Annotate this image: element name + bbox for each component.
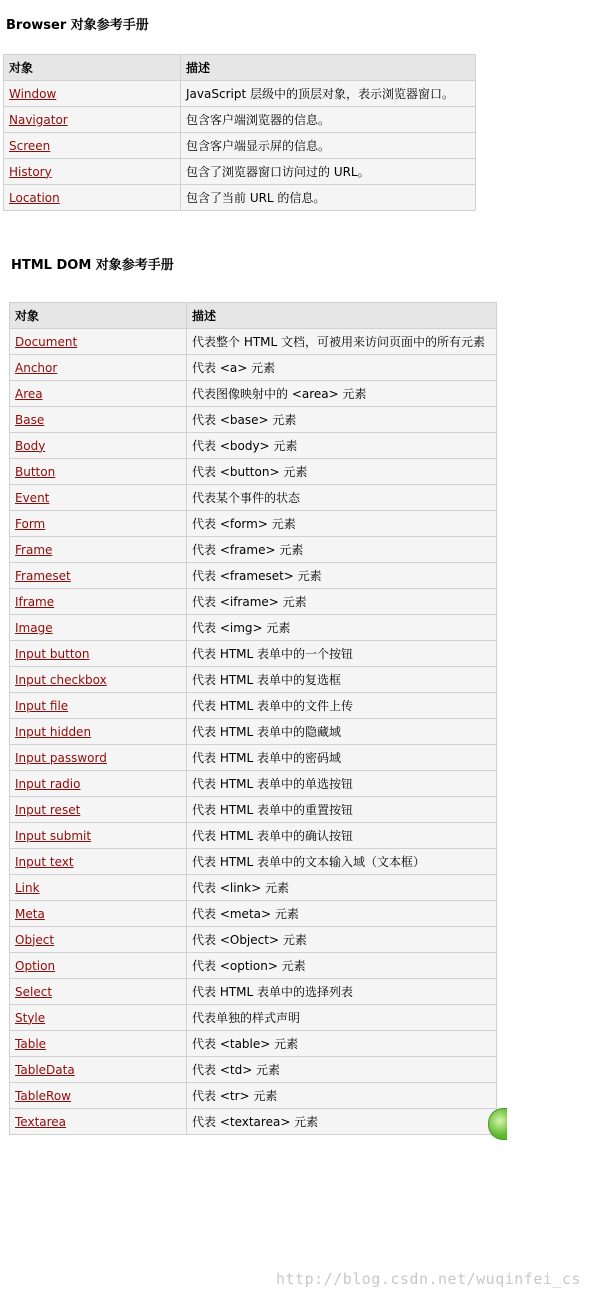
object-link[interactable]: Input button — [15, 646, 90, 661]
table-row — [10, 381, 497, 407]
object-link[interactable]: Option — [15, 958, 56, 973]
object-name-cell — [10, 719, 187, 745]
table-row — [10, 537, 497, 563]
table-row — [10, 511, 497, 537]
table-header-row — [4, 55, 476, 81]
object-link[interactable]: TableRow — [15, 1088, 71, 1103]
object-name-cell — [10, 693, 187, 719]
object-name-cell — [10, 355, 187, 381]
object-name-cell — [10, 771, 187, 797]
table-row — [4, 159, 476, 185]
object-link[interactable]: Meta — [15, 906, 45, 921]
object-description-cell: 代表 HTML 表单中的文本输入域（文本框） — [187, 849, 497, 875]
browser-section-title: Browser 对象参考手册 — [6, 18, 149, 33]
column-header-description: 描述 — [187, 303, 497, 329]
object-name-cell — [10, 381, 187, 407]
object-description-cell: 代表 <base> 元素 — [187, 407, 497, 433]
object-link[interactable]: Input submit — [15, 828, 92, 843]
table-row — [10, 589, 497, 615]
object-description-cell: 代表 <tr> 元素 — [187, 1083, 497, 1109]
table-row — [10, 875, 497, 901]
table-row — [10, 355, 497, 381]
object-link[interactable]: Input checkbox — [15, 672, 107, 687]
object-name-cell — [4, 81, 181, 107]
object-link[interactable]: Event — [15, 490, 50, 505]
object-link[interactable]: Body — [15, 438, 46, 453]
object-description-cell: 代表 HTML 表单中的重置按钮 — [187, 797, 497, 823]
object-description-cell: 代表 <frame> 元素 — [187, 537, 497, 563]
object-description-cell: JavaScript 层级中的顶层对象，表示浏览器窗口。 — [181, 81, 476, 107]
object-name-cell — [10, 979, 187, 1005]
object-link[interactable]: Input file — [15, 698, 69, 713]
watermark: http://blog.csdn.net/wuqinfei_cs — [276, 1270, 581, 1288]
object-link[interactable]: Navigator — [9, 112, 68, 127]
object-link[interactable]: TableData — [15, 1062, 75, 1077]
object-description-cell: 代表 <table> 元素 — [187, 1031, 497, 1057]
object-name-cell — [10, 511, 187, 537]
table-row — [10, 615, 497, 641]
object-name-cell — [10, 537, 187, 563]
object-link[interactable]: Input text — [15, 854, 74, 869]
object-link[interactable]: Window — [9, 86, 57, 101]
object-link[interactable]: Object — [15, 932, 55, 947]
dom-object-table — [9, 302, 497, 1135]
table-row — [10, 953, 497, 979]
object-name-cell — [10, 589, 187, 615]
table-row — [10, 849, 497, 875]
object-link[interactable]: Input hidden — [15, 724, 92, 739]
object-name-cell — [10, 1083, 187, 1109]
table-row — [4, 81, 476, 107]
object-link[interactable]: Table — [15, 1036, 47, 1051]
object-link[interactable]: Base — [15, 412, 45, 427]
table-row — [10, 901, 497, 927]
table-row — [10, 407, 497, 433]
object-description-cell: 包含了当前 URL 的信息。 — [181, 185, 476, 211]
object-name-cell — [10, 1031, 187, 1057]
object-link[interactable]: Frameset — [15, 568, 71, 583]
object-description-cell: 代表 <link> 元素 — [187, 875, 497, 901]
object-link[interactable]: Document — [15, 334, 78, 349]
object-name-cell — [10, 875, 187, 901]
table-row — [10, 693, 497, 719]
object-name-cell — [10, 849, 187, 875]
table-row — [10, 1031, 497, 1057]
object-description-cell: 代表 HTML 表单中的复选框 — [187, 667, 497, 693]
object-link[interactable]: Iframe — [15, 594, 55, 609]
object-link[interactable]: Select — [15, 984, 53, 999]
object-description-cell: 代表整个 HTML 文档，可被用来访问页面中的所有元素 — [187, 329, 497, 355]
table-row — [10, 745, 497, 771]
table-row — [10, 797, 497, 823]
object-description-cell: 代表 HTML 表单中的密码域 — [187, 745, 497, 771]
object-description-cell: 包含客户端浏览器的信息。 — [181, 107, 476, 133]
object-description-cell: 代表 HTML 表单中的选择列表 — [187, 979, 497, 1005]
dom-section-title: HTML DOM 对象参考手册 — [11, 258, 174, 273]
object-name-cell — [10, 953, 187, 979]
table-row — [10, 1083, 497, 1109]
table-row — [4, 185, 476, 211]
object-description-cell: 代表 <meta> 元素 — [187, 901, 497, 927]
object-description-cell: 代表 <option> 元素 — [187, 953, 497, 979]
object-link[interactable]: Input radio — [15, 776, 81, 791]
table-row — [10, 823, 497, 849]
object-name-cell — [10, 459, 187, 485]
object-name-cell — [10, 927, 187, 953]
object-description-cell: 代表 <form> 元素 — [187, 511, 497, 537]
column-header-object: 对象 — [10, 303, 187, 329]
object-link[interactable]: Anchor — [15, 360, 58, 375]
table-row — [10, 459, 497, 485]
object-description-cell: 代表单独的样式声明 — [187, 1005, 497, 1031]
object-name-cell — [10, 1109, 187, 1135]
object-link[interactable]: Link — [15, 880, 40, 895]
object-name-cell — [10, 823, 187, 849]
table-row — [10, 771, 497, 797]
object-description-cell: 代表 <button> 元素 — [187, 459, 497, 485]
object-description-cell: 代表 <iframe> 元素 — [187, 589, 497, 615]
table-header-row — [10, 303, 497, 329]
table-row — [10, 979, 497, 1005]
table-row — [10, 667, 497, 693]
object-description-cell: 代表 <a> 元素 — [187, 355, 497, 381]
object-link[interactable]: Location — [9, 190, 60, 205]
object-name-cell — [10, 745, 187, 771]
browser-object-table — [3, 54, 476, 211]
table-row — [10, 1057, 497, 1083]
object-name-cell — [10, 667, 187, 693]
object-name-cell — [10, 797, 187, 823]
object-link[interactable]: Textarea — [15, 1114, 67, 1129]
object-description-cell: 代表 <Object> 元素 — [187, 927, 497, 953]
object-description-cell: 代表 HTML 表单中的文件上传 — [187, 693, 497, 719]
table-row — [10, 329, 497, 355]
object-link[interactable]: Form — [15, 516, 46, 531]
object-description-cell: 代表 <img> 元素 — [187, 615, 497, 641]
table-row — [10, 1005, 497, 1031]
table-row — [10, 1109, 497, 1135]
object-description-cell: 代表 HTML 表单中的单选按钮 — [187, 771, 497, 797]
table-row — [10, 433, 497, 459]
object-name-cell — [4, 185, 181, 211]
object-name-cell — [10, 563, 187, 589]
object-name-cell — [10, 1005, 187, 1031]
object-name-cell — [10, 615, 187, 641]
object-name-cell — [4, 133, 181, 159]
table-row — [4, 133, 476, 159]
table-row — [10, 485, 497, 511]
object-link[interactable]: Style — [15, 1010, 46, 1025]
object-description-cell: 代表 <td> 元素 — [187, 1057, 497, 1083]
object-link[interactable]: Image — [15, 620, 53, 635]
object-name-cell — [10, 1057, 187, 1083]
object-description-cell: 代表 <frameset> 元素 — [187, 563, 497, 589]
table-row — [10, 927, 497, 953]
object-link[interactable]: Frame — [15, 542, 53, 557]
object-name-cell — [4, 159, 181, 185]
column-header-object: 对象 — [4, 55, 181, 81]
object-name-cell — [10, 433, 187, 459]
object-link[interactable]: Input reset — [15, 802, 81, 817]
object-link[interactable]: History — [9, 164, 52, 179]
object-description-cell: 代表 HTML 表单中的隐藏域 — [187, 719, 497, 745]
object-link[interactable]: Button — [15, 464, 56, 479]
column-header-description: 描述 — [181, 55, 476, 81]
object-name-cell — [10, 901, 187, 927]
object-description-cell: 代表 HTML 表单中的确认按钮 — [187, 823, 497, 849]
object-description-cell: 代表 <body> 元素 — [187, 433, 497, 459]
table-row — [10, 563, 497, 589]
scroll-to-top-button[interactable] — [488, 1108, 507, 1140]
object-name-cell — [4, 107, 181, 133]
table-row — [4, 107, 476, 133]
object-description-cell: 包含客户端显示屏的信息。 — [181, 133, 476, 159]
object-name-cell — [10, 407, 187, 433]
table-row — [10, 719, 497, 745]
object-link[interactable]: Area — [15, 386, 43, 401]
object-name-cell — [10, 641, 187, 667]
object-name-cell — [10, 329, 187, 355]
object-description-cell: 代表 HTML 表单中的一个按钮 — [187, 641, 497, 667]
object-description-cell: 代表某个事件的状态 — [187, 485, 497, 511]
object-name-cell — [10, 485, 187, 511]
object-description-cell: 代表图像映射中的 <area> 元素 — [187, 381, 497, 407]
object-description-cell: 包含了浏览器窗口访问过的 URL。 — [181, 159, 476, 185]
object-description-cell: 代表 <textarea> 元素 — [187, 1109, 497, 1135]
object-link[interactable]: Input password — [15, 750, 107, 765]
object-link[interactable]: Screen — [9, 138, 51, 153]
table-row — [10, 641, 497, 667]
